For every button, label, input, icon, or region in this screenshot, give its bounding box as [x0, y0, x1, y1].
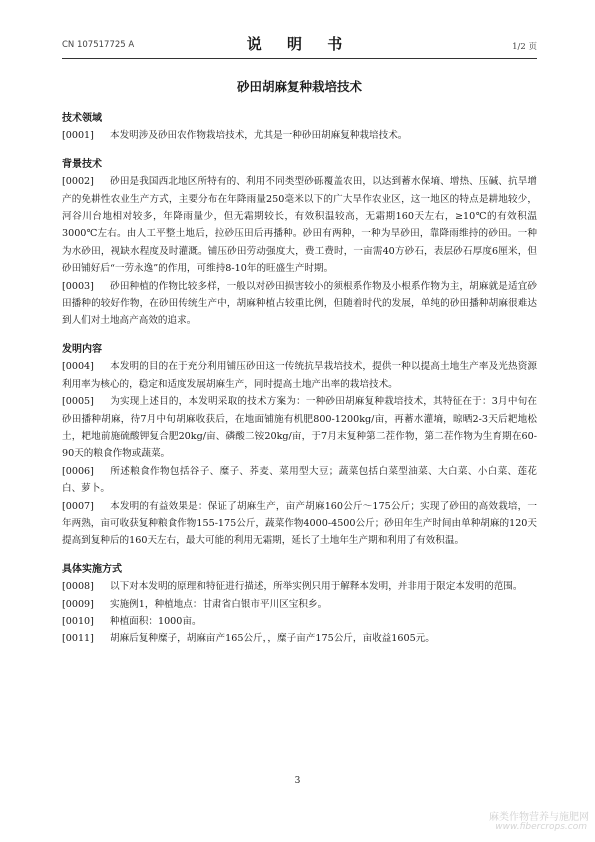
paragraph-0006 [62, 463, 537, 498]
paragraph-number: [0006] [62, 465, 94, 477]
paragraph-0004 [62, 358, 537, 393]
paragraph-text: 本发明的有益效果是：保证了胡麻生产，亩产胡麻160公斤～175公斤；实现了砂田的高效栽培，一年两熟，亩可收获复种粮食作物155-175公斤，蔬菜作物4000-4500公斤；砂田年生产时间由单种胡麻的120天提高到复种后的160天左右，最大可能的利用无霜期，延长了土地年生产期和利用了有效积温。 [62, 500, 537, 547]
paragraph-0007 [62, 498, 537, 550]
paragraph-0003 [62, 278, 537, 330]
section-heading-embodiment: 具体实施方式 [62, 563, 122, 575]
page-number: 3 [294, 776, 301, 786]
paragraph-text: 以下对本发明的原理和特征进行描述，所举实例只用于解释本发明，并非用于限定本发明的范围。 [110, 581, 523, 593]
document-title: 砂田胡麻复种栽培技术 [236, 79, 362, 94]
paragraph-number: [0004] [62, 361, 94, 373]
watermark-text: 麻类作物营养与施肥网 [489, 812, 589, 823]
patent-number: CN 107517725 A [62, 40, 135, 50]
paragraph-0002 [62, 173, 537, 277]
paragraph-number: [0008] [62, 581, 94, 593]
section-heading-background: 背景技术 [62, 158, 102, 170]
paragraph-number: [0001] [62, 130, 94, 142]
paragraph-text: 砂田种植的作物比较多样，一般以对砂田损害较小的须根系作物及小根系作物为主，胡麻就是适宜砂田播种的较好作物，在砂田传统生产中，胡麻种植占较重比例，但随着时代的发展，单纯的砂田播种胡麻很难达到人们对土地高产高效的追求。 [62, 280, 537, 327]
paragraph-number: [0009] [62, 598, 94, 610]
paragraph-number: [0010] [62, 615, 94, 627]
paragraph-0005 [62, 393, 537, 463]
document-type: 说 明 书 [246, 35, 353, 53]
paragraph-text: 种植面积：1000亩。 [110, 615, 202, 627]
paragraph-text: 所述粮食作物包括谷子、糜子、荞麦、菜用型大豆；蔬菜包括白菜型油菜、大白菜、小白菜、莲花白、萝卜。 [62, 465, 537, 495]
paragraph-number: [0005] [62, 396, 94, 408]
paragraph-text: 砂田是我国西北地区所特有的、利用不同类型砂砾覆盖农田，以达到蓄水保墒、增热、压碱、抗旱增产的免耕性农业生产方式，主要分布在年降雨量250毫米以下的广大旱作农业区，这一地区的特点是耕地较少，河谷川台地相对较多，年降雨量少，但无霜期较长，有效积温较高，无霜期160天左右，≥10℃的有效积温3000℃左右。由人工平整土地后，拉砂压田后再播种。砂田有两种，一种为旱砂田，靠降雨维持的砂田。一种为水砂田，视缺水程度及时灌溉。铺压砂田劳动强度大，费工费时，一亩需40方砂石，表层砂石厚度6厘米，但砂田铺好后“一劳永逸”的作用，可维持8-10年的旺盛生产时期。 [62, 176, 537, 275]
document-body [62, 110, 537, 648]
paragraph-text: 实施例1，种植地点：甘肃省白银市平川区宝积乡。 [110, 598, 328, 610]
paragraph-number: [0007] [62, 500, 94, 512]
paragraph-0010 [62, 613, 537, 630]
page-indicator: 1/2 页 [512, 42, 537, 52]
paragraph-text: 胡麻后复种糜子，胡麻亩产165公斤，，糜子亩产175公斤，亩收益1605元。 [110, 633, 435, 645]
paragraph-0009 [62, 596, 537, 613]
watermark-url: www.fibercrops.com [495, 822, 587, 832]
paragraph-number: [0002] [62, 176, 94, 188]
paragraph-number: [0011] [62, 633, 94, 645]
section-heading-invention: 发明内容 [62, 343, 102, 355]
paragraph-0008 [62, 578, 537, 595]
paragraph-text: 本发明涉及砂田农作物栽培技术，尤其是一种砂田胡麻复种栽培技术。 [110, 130, 408, 142]
paragraph-text: 为实现上述目的，本发明采取的技术方案为：一种砂田胡麻复种栽培技术，其特征在于：3月中旬在砂田播种胡麻，待7月中旬胡麻收获后，在地面铺施有机肥800-1200kg/亩，再蓄水灌墒，晾晒2-3天后耙地松土，耙地前施硫酸钾复合肥20kg/亩、磷酸二铵20kg/亩，于7月末复种第二茬作物，第二茬作物为生育期在60-90天的粮食作物或蔬菜。 [62, 396, 537, 460]
paragraph-0011 [62, 630, 537, 647]
paragraph-0001 [62, 127, 537, 144]
paragraph-number: [0003] [62, 280, 94, 292]
paragraph-text: 本发明的目的在于充分利用铺压砂田这一传统抗旱栽培技术，提供一种以提高土地生产率及光热资源利用率为核心的，稳定和适度发展胡麻生产，同时提高土地产出率的栽培技术。 [62, 361, 537, 390]
page-header [62, 30, 537, 59]
section-heading-tech-field: 技术领域 [62, 113, 102, 124]
